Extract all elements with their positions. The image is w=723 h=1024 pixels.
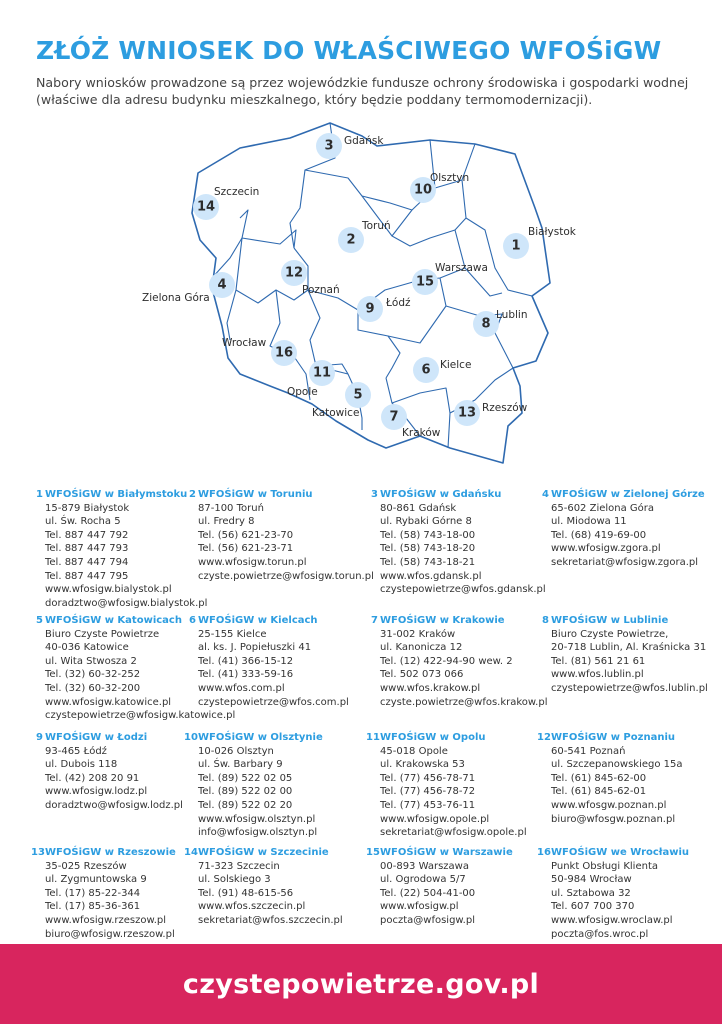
office-card-7 [371, 614, 552, 709]
region-badge-12 [281, 260, 307, 286]
office-number: 7 [371, 615, 378, 626]
office-street: al. ks. J. Popiełuszki 41 [198, 642, 312, 654]
office-name: WFOŚiGW w Białymstoku [45, 489, 188, 500]
page-title: ZŁÓŻ WNIOSEK DO WŁAŚCIWEGO WFOŚiGW [36, 36, 662, 65]
office-card-4 [542, 488, 723, 570]
office-street: ul. Szczepanowskiego 15a [551, 759, 683, 771]
office-email: doradztwo@wfosigw.bialystok.pl [45, 597, 208, 609]
office-phone: Tel. (89) 522 02 00 [198, 786, 293, 798]
office-card-15 [366, 846, 552, 928]
office-website: www.wfos.szczecin.pl [198, 901, 306, 913]
city-label-torun: Toruń [362, 220, 391, 232]
office-phone: Tel. (91) 48-615-56 [198, 887, 294, 899]
office-number: 9 [36, 732, 43, 743]
office-phone: Tel. 502 073 066 [380, 669, 464, 681]
office-card-6 [189, 614, 370, 709]
office-name: WFOŚiGW w Szczecinie [198, 847, 329, 858]
office-email: doradztwo@wfosigw.lodz.pl [45, 799, 183, 811]
office-postal-city: 65-602 Zielona Góra [551, 502, 655, 514]
office-card-2 [189, 488, 374, 583]
office-street: ul. Krakowska 53 [380, 759, 465, 771]
office-postal-city: 25-155 Kielce [198, 628, 267, 640]
office-email: info@wfosigw.olsztyn.pl [198, 827, 318, 839]
region-badge-9 [357, 296, 383, 322]
svg-text:9: 9 [365, 301, 375, 317]
office-street: ul. Miodowa 11 [551, 516, 627, 528]
office-street: ul. Fredry 8 [198, 516, 255, 528]
svg-text:14: 14 [196, 199, 216, 215]
office-phone: Tel. (12) 422-94-90 wew. 2 [380, 655, 513, 667]
office-postal-city: 93-465 Łódź [45, 745, 107, 757]
office-postal-city: 80-861 Gdańsk [380, 502, 457, 514]
office-street: ul. Dubois 118 [45, 759, 118, 771]
office-street: ul. Ogrodowa 5/7 [380, 874, 466, 886]
office-website: www.wfosigw.pl [380, 901, 459, 913]
office-number: 12 [537, 732, 551, 743]
office-phone: Tel. (61) 845-62-00 [551, 772, 647, 784]
city-label-lodz: Łódź [386, 297, 411, 309]
office-website: www.wfosigw.rzeszow.pl [45, 914, 167, 926]
office-street: ul. Św. Barbary 9 [198, 759, 283, 771]
office-phone: Tel. (58) 743-18-21 [380, 556, 476, 568]
svg-text:2: 2 [346, 232, 356, 248]
office-phone: Tel. 607 700 370 [551, 901, 635, 913]
office-email: poczta@wfosigw.pl [380, 914, 475, 926]
region-badge-2 [338, 227, 364, 253]
office-name: WFOŚiGW w Lublinie [551, 615, 669, 626]
office-email: czyste.powietrze@wfosigw.torun.pl [198, 570, 374, 582]
office-postal-city: 45-018 Opole [380, 745, 448, 757]
office-phone: Tel. (77) 453-76-11 [380, 799, 476, 811]
svg-text:12: 12 [284, 265, 304, 281]
office-number: 10 [184, 732, 198, 743]
office-number: 15 [366, 847, 380, 858]
office-postal-city: 50-984 Wrocław [551, 874, 632, 886]
office-phone: Tel. (32) 60-32-200 [45, 682, 141, 694]
city-label-krakow: Kraków [402, 427, 441, 439]
office-phone: Tel. 887 447 793 [45, 543, 129, 555]
office-phone: Tel. (68) 419-69-00 [551, 529, 647, 541]
office-name: WFOŚiGW w Krakowie [380, 615, 505, 626]
office-name: WFOŚiGW w Rzeszowie [45, 847, 176, 858]
region-badge-5 [345, 382, 371, 408]
region-badge-4 [209, 272, 235, 298]
office-website: www.wfosigw.opole.pl [380, 813, 490, 825]
city-label-warszawa: Warszawa [435, 262, 488, 274]
office-postal-city: 35-025 Rzeszów [45, 860, 127, 872]
office-phone: Tel. (58) 743-18-20 [380, 543, 476, 555]
office-email: czystepowietrze@wfos.com.pl [198, 696, 349, 708]
office-name: WFOŚiGW w Toruniu [198, 489, 313, 500]
svg-text:5: 5 [353, 387, 363, 403]
office-number: 6 [189, 615, 196, 626]
office-email: sekretariat@wfos.szczecin.pl [198, 914, 343, 926]
office-street: ul. Kanonicza 12 [380, 642, 463, 654]
region-badge-1 [503, 233, 529, 259]
office-street: ul. Sztabowa 32 [551, 887, 631, 899]
office-phone: Tel. (77) 456-78-71 [380, 772, 476, 784]
office-postal-city: 71-323 Szczecin [198, 860, 280, 872]
svg-text:13: 13 [457, 405, 477, 421]
office-number: 4 [542, 489, 549, 500]
office-postal-city: 31-002 Kraków [380, 628, 456, 640]
office-website: www.wfos.krakow.pl [380, 682, 481, 694]
region-badges [193, 133, 529, 430]
office-number: 2 [189, 489, 196, 500]
office-phone: Tel. (89) 522 02 20 [198, 799, 293, 811]
office-website: www.wfos.lublin.pl [551, 669, 644, 681]
region-badge-13 [454, 400, 480, 426]
office-number: 8 [542, 615, 549, 626]
office-card-16 [537, 846, 723, 941]
office-name: WFOŚiGW w Warszawie [380, 847, 513, 858]
office-card-1 [36, 488, 217, 610]
region-badge-3 [316, 133, 342, 159]
office-phone: Tel. (32) 60-32-252 [45, 669, 141, 681]
office-name: WFOŚiGW w Opolu [380, 732, 486, 743]
office-email: biuro@wfosigw.rzeszow.pl [45, 928, 175, 940]
city-label-olsztyn: Olsztyn [430, 172, 470, 184]
office-email: czyste.powietrze@wfos.krakow.pl [380, 696, 548, 708]
svg-text:7: 7 [389, 409, 399, 425]
city-label-kielce: Kielce [440, 359, 472, 371]
office-email: czystepowietrze@wfosigw.katowice.pl [45, 710, 236, 722]
svg-text:15: 15 [415, 274, 435, 290]
office-email: poczta@fos.wroc.pl [551, 928, 649, 940]
office-card-14 [184, 846, 370, 928]
office-street: ul. Wita Stwosza 2 [45, 655, 137, 667]
office-street: ul. Rybaki Górne 8 [380, 516, 472, 528]
region-badge-6 [413, 357, 439, 383]
office-email: czystepowietrze@wfos.gdansk.pl [380, 584, 546, 596]
office-phone: Tel. 887 447 792 [45, 529, 129, 541]
city-label-rzeszow: Rzeszów [482, 402, 528, 414]
office-website: www.wfosigw.katowice.pl [45, 696, 172, 708]
office-phone: Tel. (42) 208 20 91 [45, 772, 140, 784]
region-badge-16 [271, 340, 297, 366]
office-number: 1 [36, 489, 43, 500]
office-email: biuro@wfosgw.poznan.pl [551, 813, 676, 825]
office-website: www.wfosigw.olsztyn.pl [198, 813, 316, 825]
office-card-13 [31, 846, 217, 941]
office-postal-city: 60-541 Poznań [551, 745, 626, 757]
svg-text:1: 1 [511, 238, 521, 254]
office-unit: Punkt Obsługi Klienta [551, 860, 658, 872]
office-website: www.wfos.com.pl [198, 682, 285, 694]
city-label-katowice: Katowice [312, 407, 360, 419]
office-phone: Tel. (81) 561 21 61 [551, 655, 646, 667]
office-phone: Tel. 887 447 794 [45, 556, 129, 568]
office-card-8 [542, 614, 723, 696]
office-website: www.wfosigw.zgora.pl [551, 543, 661, 555]
city-label-lublin: Lublin [496, 309, 528, 321]
svg-text:16: 16 [274, 345, 294, 361]
office-phone: Tel. (77) 456-78-72 [380, 786, 476, 798]
city-label-opole: Opole [287, 386, 318, 398]
office-unit: Biuro Czyste Powietrze, [551, 628, 669, 640]
office-email: sekretariat@wfosigw.opole.pl [380, 827, 527, 839]
office-card-3 [371, 488, 552, 597]
office-street: ul. Św. Rocha 5 [45, 516, 121, 528]
city-label-bialystok: Białystok [528, 226, 576, 238]
office-name: WFOŚiGW w Olsztynie [198, 732, 323, 743]
svg-text:8: 8 [481, 316, 491, 332]
office-number: 5 [36, 615, 43, 626]
office-phone: Tel. (61) 845-62-01 [551, 786, 647, 798]
region-badge-11 [309, 360, 335, 386]
office-street: ul. Solskiego 3 [198, 874, 271, 886]
office-name: WFOŚiGW we Wrocławiu [551, 847, 690, 858]
office-name: WFOŚiGW w Gdańsku [380, 489, 502, 500]
office-postal-city: 40-036 Katowice [45, 642, 129, 654]
office-website: www.wfosgw.poznan.pl [551, 799, 667, 811]
office-phone: Tel. (56) 621-23-71 [198, 543, 294, 555]
office-unit: Biuro Czyste Powietrze [45, 628, 160, 640]
office-postal-city: 00-893 Warszawa [380, 860, 469, 872]
city-label-szczecin: Szczecin [214, 186, 260, 198]
office-phone: Tel. (56) 621-23-70 [198, 529, 294, 541]
office-phone: Tel. 887 447 795 [45, 570, 129, 582]
office-name: WFOŚiGW w Łodzi [45, 732, 148, 743]
page-subtitle: Nabory wniosków prowadzone są przez wojewódzkie fundusze ochrony środowiska i gospodarki wodnej (właściwe dla adresu budynku mieszkalnego, który będzie poddany termomodernizacji). [36, 75, 689, 107]
office-number: 3 [371, 489, 378, 500]
svg-text:4: 4 [217, 277, 227, 293]
office-email: czystepowietrze@wfos.lublin.pl [551, 682, 708, 694]
office-name: WFOŚiGW w Katowicach [45, 615, 182, 626]
voivodeship-borders [212, 123, 532, 448]
office-website: www.wfosigw.torun.pl [198, 556, 307, 568]
office-postal-city: 87-100 Toruń [198, 502, 264, 514]
office-street: ul. Zygmuntowska 9 [45, 874, 147, 886]
city-label-wroclaw: Wrocław [222, 337, 267, 349]
office-phone: Tel. (22) 504-41-00 [380, 887, 476, 899]
office-postal-city: 15-879 Białystok [45, 502, 130, 514]
office-phone: Tel. (17) 85-22-344 [45, 887, 141, 899]
svg-text:3: 3 [324, 138, 334, 154]
office-number: 11 [366, 732, 380, 743]
svg-text:10: 10 [413, 182, 433, 198]
office-name: WFOŚiGW w Poznaniu [551, 732, 675, 743]
office-card-11 [366, 731, 552, 840]
office-number: 16 [537, 847, 551, 858]
svg-text:11: 11 [312, 365, 332, 381]
office-card-10 [184, 731, 370, 840]
office-website: www.wfos.gdansk.pl [380, 570, 482, 582]
city-label-poznan: Poznań [302, 284, 340, 296]
footer-website-link[interactable]: czystepowietrze.gov.pl [182, 968, 540, 1000]
office-phone: Tel. (58) 743-18-00 [380, 529, 476, 541]
office-number: 13 [31, 847, 45, 858]
office-address: 20-718 Lublin, Al. Kraśnicka 31 [551, 642, 707, 654]
poland-voivodeships-map [130, 118, 576, 478]
office-postal-city: 10-026 Olsztyn [198, 745, 274, 757]
office-website: www.wfosigw.wroclaw.pl [551, 914, 673, 926]
office-website: www.wfosigw.lodz.pl [45, 786, 148, 798]
office-card-12 [537, 731, 723, 826]
office-email: sekretariat@wfosigw.zgora.pl [551, 556, 699, 568]
city-label-zielona-gora: Zielona Góra [142, 292, 210, 304]
office-phone: Tel. (89) 522 02 05 [198, 772, 293, 784]
footer-banner [0, 944, 722, 1024]
office-phone: Tel. (41) 366-15-12 [198, 655, 294, 667]
svg-text:6: 6 [421, 362, 431, 378]
office-phone: Tel. (41) 333-59-16 [198, 669, 294, 681]
office-number: 14 [184, 847, 198, 858]
office-website: www.wfosigw.bialystok.pl [45, 584, 172, 596]
office-phone: Tel. (17) 85-36-361 [45, 901, 141, 913]
office-name: WFOŚiGW w Zielonej Górze [551, 489, 705, 500]
city-label-gdansk: Gdańsk [344, 135, 384, 147]
office-name: WFOŚiGW w Kielcach [198, 615, 318, 626]
